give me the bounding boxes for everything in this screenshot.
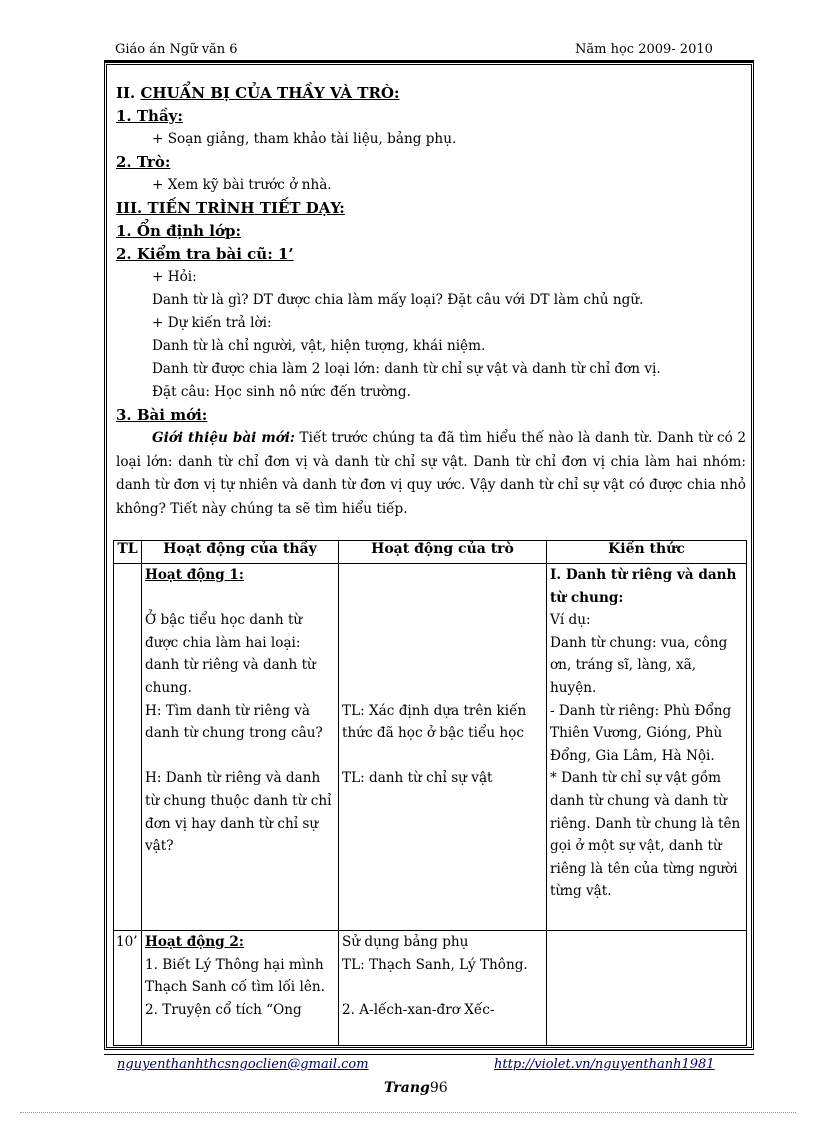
row2-thay [142,931,339,1046]
knowledge-example-label: Ví dụ: [550,612,591,629]
activity2-title: Hoạt động 2: [145,934,244,950]
col-header-tl: TL [114,541,142,564]
row1-kienthuc [547,564,747,931]
answer-line: Danh từ được chia làm 2 loại lớn: danh từ chỉ sự vật và danh từ chỉ đơn vị. [152,361,661,377]
table-header-row [114,541,747,564]
page-number [384,1080,448,1096]
row1-thay [142,564,339,931]
lesson-content [116,82,746,521]
kiem-tra-label: 2. Kiểm tra bài cũ: 1’ [116,245,294,263]
page-break-line [20,1112,796,1113]
row1-tro [339,564,547,931]
header-left: Giáo án Ngữ văn 6 [115,42,238,57]
col-header-thay: Hoạt động của thầy [142,541,339,564]
student-answer2: TL: danh từ chỉ sự vật [342,770,493,787]
question-text: Danh từ là gì? DT được chia làm mấy loại? Đặt câu với DT làm chủ ngữ. [152,292,644,308]
knowledge-title: I. Danh từ riêng và danh từ chung: [550,567,737,606]
col-header-kienthuc: Kiến thức [547,541,747,564]
table-row [114,564,747,931]
table-row [114,931,747,1046]
tro-label: 2. Trò: [116,153,171,171]
row1-tl [114,564,142,931]
hoi-label: + Hỏi: [152,269,197,285]
knowledge-common-nouns: Danh từ chung: vua, công ơn, tráng sĩ, làng, xã, huyện. [550,634,728,696]
section3-title: III. TIẾN TRÌNH TIẾT DẠY: [116,199,345,217]
answer-line: Danh từ là chỉ người, vật, hiện tượng, khái niệm. [152,338,486,354]
knowledge-summary: * Danh từ chỉ sự vật gồm danh từ chung và danh từ riêng. Danh từ chung là tên gọi ở một sự vật, danh từ riêng là tên của từng người từng vật. [550,770,741,900]
answer-line: Đặt câu: Học sinh nô nức đến trường. [152,384,411,400]
activity1-title: Hoạt động 1: [145,567,244,583]
page-number-value: 96 [429,1080,448,1096]
thay-label: 1. Thầy: [116,107,183,125]
activity2-item1: 1. Biết Lý Thông hại mình Thạch Sanh cố tìm lối lên. [145,956,325,996]
intro-paragraph [116,427,746,521]
bai-moi-label: 3. Bài mới: [116,406,208,424]
knowledge-proper-nouns: - Danh từ riêng: Phù Đổng Thiên Vương, Gióng, Phù Đổng, Gia Lâm, Hà Nội. [550,702,732,764]
tro-item: + Xem kỹ bài trước ở nhà. [152,177,332,193]
on-dinh-label: 1. Ổn định lớp: [116,222,242,240]
activity2-item2: 2. Truyện cổ tích “Ong [145,1001,302,1018]
website-link[interactable]: http://violet.vn/nguyenthanh1981 [494,1057,715,1072]
col-header-tro: Hoạt động của trò [339,541,547,564]
email-link[interactable]: nguyenthanhthcsngoclien@gmail.com [117,1057,369,1072]
student-answer1: TL: Xác định dựa trên kiến thức đã học ở bậc tiểu học [342,702,527,742]
row2-tro [339,931,547,1046]
page-label: Trang [384,1080,430,1096]
section2-title: II. CHUẨN BỊ CỦA THẦY VÀ TRÒ: [116,84,400,102]
activity1-text: Ở bậc tiểu học danh từ được chia làm hai loại: danh từ riêng và danh từ chung. [145,612,316,696]
du-kien-label: + Dự kiến trả lời: [152,315,272,331]
activity1-question2: H: Danh từ riêng và danh từ chung thuộc danh từ chỉ đơn vị hay danh từ chỉ sự vật? [145,770,332,855]
row2-tl: 10’ [114,931,142,1046]
section2-title-text: CHUẨN BỊ CỦA THẦY VÀ TRÒ: [140,84,400,102]
row2-kienthuc [547,931,747,1046]
header-right: Năm học 2009- 2010 [575,42,713,57]
intro-label: Giới thiệu bài mới: [152,430,295,446]
student-answer4: 2. A-lếch-xan-đrơ Xếc- [342,1001,495,1018]
student-answer3: TL: Thạch Sanh, Lý Thông. [342,956,528,973]
thay-item: + Soạn giảng, tham khảo tài liệu, bảng phụ. [152,131,457,147]
intro-text: Tiết trước chúng ta đã tìm hiểu thế nào là danh từ. Danh từ có 2 loại lớn: danh từ chỉ đơn vị và danh từ chỉ sự vật. Danh từ chỉ đơn vị chia làm hai nhóm: danh từ đơn vị tự nhiên và danh từ đơn vị quy ước. Vậy danh từ chỉ sự vật có được chia nhỏ không? Tiết này chúng ta sẽ tìm hiểu tiếp. [116,430,746,517]
student-board: Sử dụng bảng phụ [342,934,469,950]
activity1-question1: H: Tìm danh từ riêng và danh từ chung trong câu? [145,702,323,742]
footer-rule [104,1054,754,1055]
activity-table [113,540,747,1046]
